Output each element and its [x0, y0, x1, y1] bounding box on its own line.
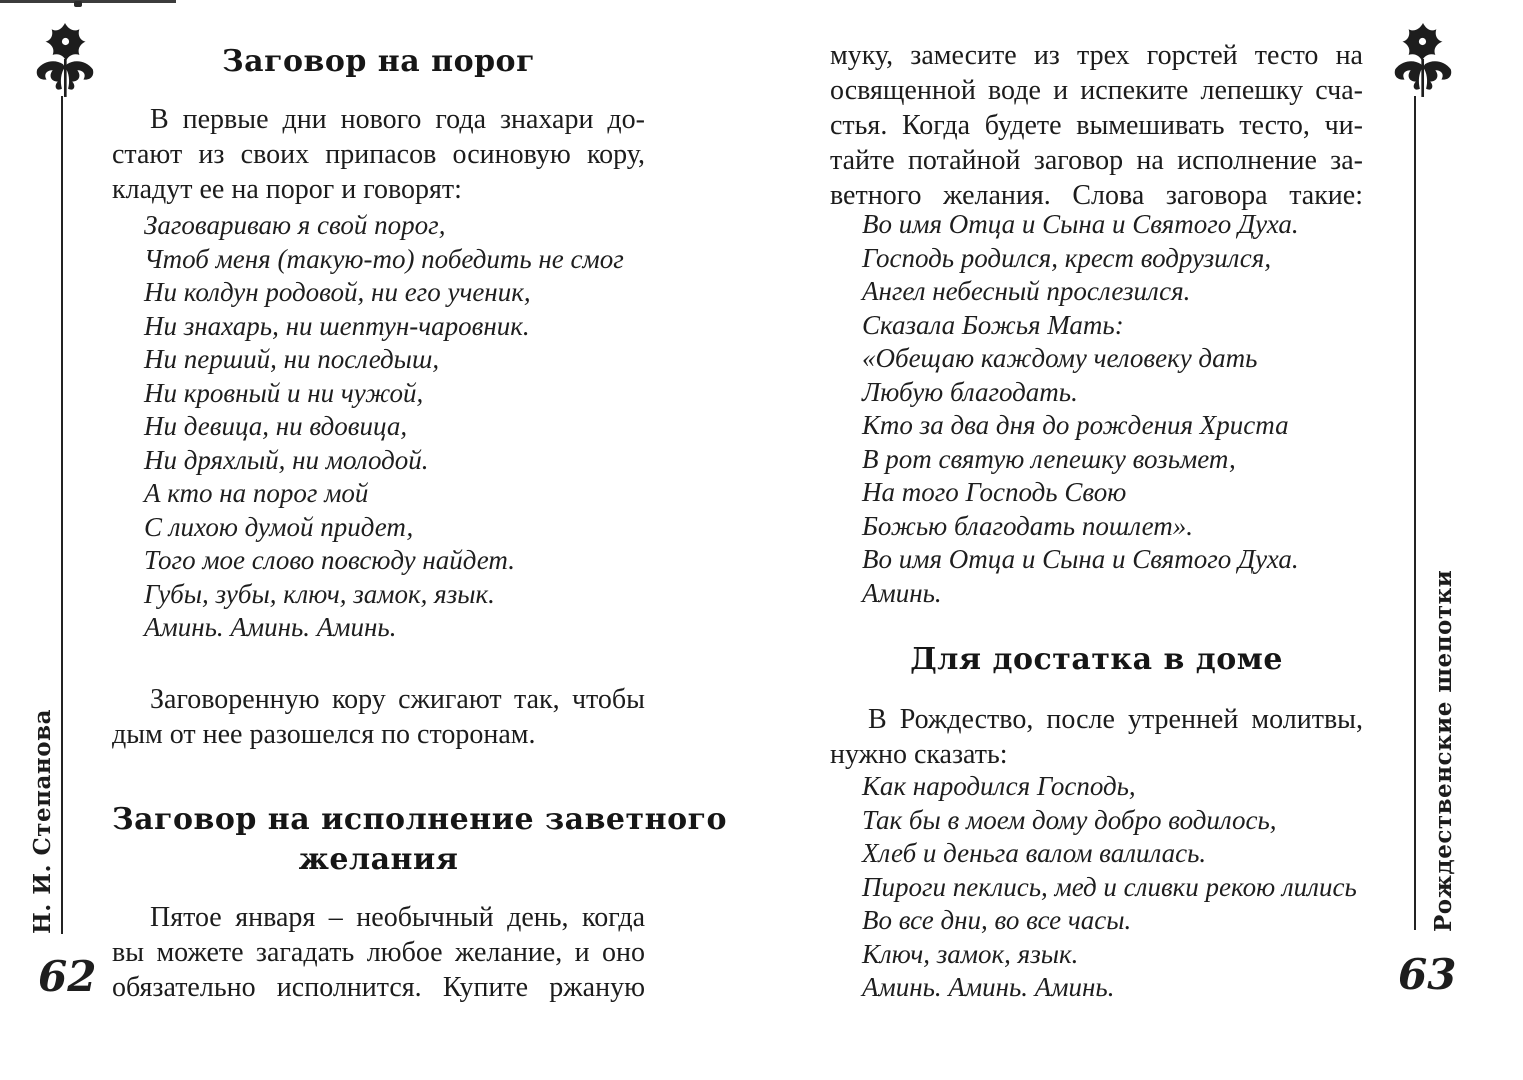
verse-line: Господь родился, крест водрузился, — [862, 242, 1272, 273]
verse-line: Сказала Божья Мать: — [862, 309, 1124, 340]
paragraph-line: вы можете загадать любое желание, и оно — [112, 937, 645, 968]
verse-line: «Обещаю каждому человеку дать — [862, 343, 1258, 373]
left-margin-rule — [61, 96, 63, 934]
margin-series-label: Рождественские шепотки — [1430, 569, 1457, 932]
right-margin-rule — [1414, 96, 1416, 930]
verse-line: Ни дряхлый, ни молодой. — [144, 444, 429, 475]
left-paragraph-2 — [112, 682, 645, 752]
verse-line: Ни знахарь, ни шептун-чаровник. — [144, 310, 530, 341]
paragraph-line: муку, замесите из трех горстей тесто на — [830, 40, 1363, 71]
margin-author-label: Н. И. Степанова — [29, 709, 56, 934]
page-number-right: 63 — [1398, 950, 1457, 999]
paragraph-line: нужно сказать: — [830, 739, 1008, 770]
verse-line: Того мое слово повсюду найдет. — [144, 545, 515, 575]
left-page-heading-2 — [112, 800, 727, 880]
paragraph-line: дым от нее разошелся по сторонам. — [112, 719, 536, 750]
verse-line: Аминь. — [862, 577, 942, 608]
paragraph-line: В первые дни нового года знахари до- — [150, 104, 645, 135]
verse-line: Кто за два дня до рождения Христа — [862, 410, 1289, 440]
verse-line: А кто на порог мой — [144, 478, 369, 508]
right-verse-2 — [830, 770, 1363, 1005]
verse-line: Во все дни, во все часы. — [862, 905, 1132, 935]
verse-line: На того Господь Свою — [862, 477, 1127, 507]
paragraph-line: стают из своих припасов осиновую кору, — [112, 139, 645, 170]
right-paragraph-1 — [830, 38, 1363, 213]
verse-line: Пироги пеклись, мед и сливки рекою лились — [862, 871, 1357, 902]
verse-line: Губы, зубы, ключ, замок, язык. — [144, 578, 495, 609]
scan-edge-artifact — [0, 0, 176, 3]
page-number-left: 62 — [38, 952, 97, 1001]
verse-line: Ни колдун родовой, ни его ученик, — [144, 277, 531, 307]
scan-dot-artifact — [74, 1, 82, 7]
verse-line: Ни кровный и ни чужой, — [144, 377, 424, 408]
left-page-heading-1: Заговор на порог — [222, 44, 535, 79]
right-verse-1 — [830, 208, 1363, 610]
left-verse-1 — [112, 209, 645, 645]
paragraph-line: Пятое января – необычный день, когда — [150, 902, 645, 933]
verse-line: Аминь. Аминь. Аминь. — [862, 972, 1115, 1002]
verse-line: Божью благодать пошлет». — [862, 510, 1194, 541]
paragraph-line: ветного желания. Слова заговора такие: — [830, 180, 1363, 211]
paragraph-line: освященной воде и испеките лепешку сча- — [830, 75, 1363, 106]
paragraph-line: В Рождество, после утренней молитвы, — [868, 704, 1363, 735]
verse-line: Ангел небесный прослезился. — [862, 276, 1191, 306]
verse-line: Во имя Отца и Сына и Святого Духа. — [862, 544, 1299, 574]
verse-line: Аминь. Аминь. Аминь. — [144, 612, 397, 642]
left-paragraph-1 — [112, 102, 645, 207]
right-page-heading-1: Для достатка в доме — [910, 642, 1283, 677]
verse-line: Заговариваю я свой порог, — [144, 210, 446, 240]
floral-ornament-icon — [1392, 22, 1454, 98]
left-paragraph-3 — [112, 900, 645, 1005]
paragraph-line: стья. Когда будете вымешивать тесто, чи- — [830, 110, 1363, 141]
verse-line: Любую благодать. — [862, 376, 1078, 407]
paragraph-line: обязательно исполнится. Купите ржаную — [112, 972, 645, 1003]
verse-line: Хлеб и деньга валом валилась. — [862, 838, 1207, 868]
heading-line: Заговор на исполнение заветного — [112, 802, 727, 837]
verse-line: С лихою думой придет, — [144, 511, 414, 542]
right-paragraph-2 — [830, 702, 1363, 772]
verse-line: Как народился Господь, — [862, 771, 1136, 801]
heading-line: желания — [298, 842, 459, 877]
verse-line: Чтоб меня (такую-то) победить не смог — [144, 243, 624, 274]
verse-line: Во имя Отца и Сына и Святого Духа. — [862, 209, 1299, 239]
paragraph-line: тайте потайной заговор на исполнение за- — [830, 145, 1363, 176]
paragraph-line: Заговоренную кору сжигают так, чтобы — [150, 684, 645, 715]
floral-ornament-icon — [34, 22, 96, 98]
verse-line: Ключ, замок, язык. — [862, 938, 1079, 969]
verse-line: Так бы в моем дому добро водилось, — [862, 804, 1277, 835]
verse-line: Ни девица, ни вдовица, — [144, 411, 408, 441]
verse-line: В рот святую лепешку возьмет, — [862, 443, 1236, 474]
paragraph-line: кладут ее на порог и говорят: — [112, 174, 462, 205]
verse-line: Ни перший, ни последыш, — [144, 344, 440, 374]
